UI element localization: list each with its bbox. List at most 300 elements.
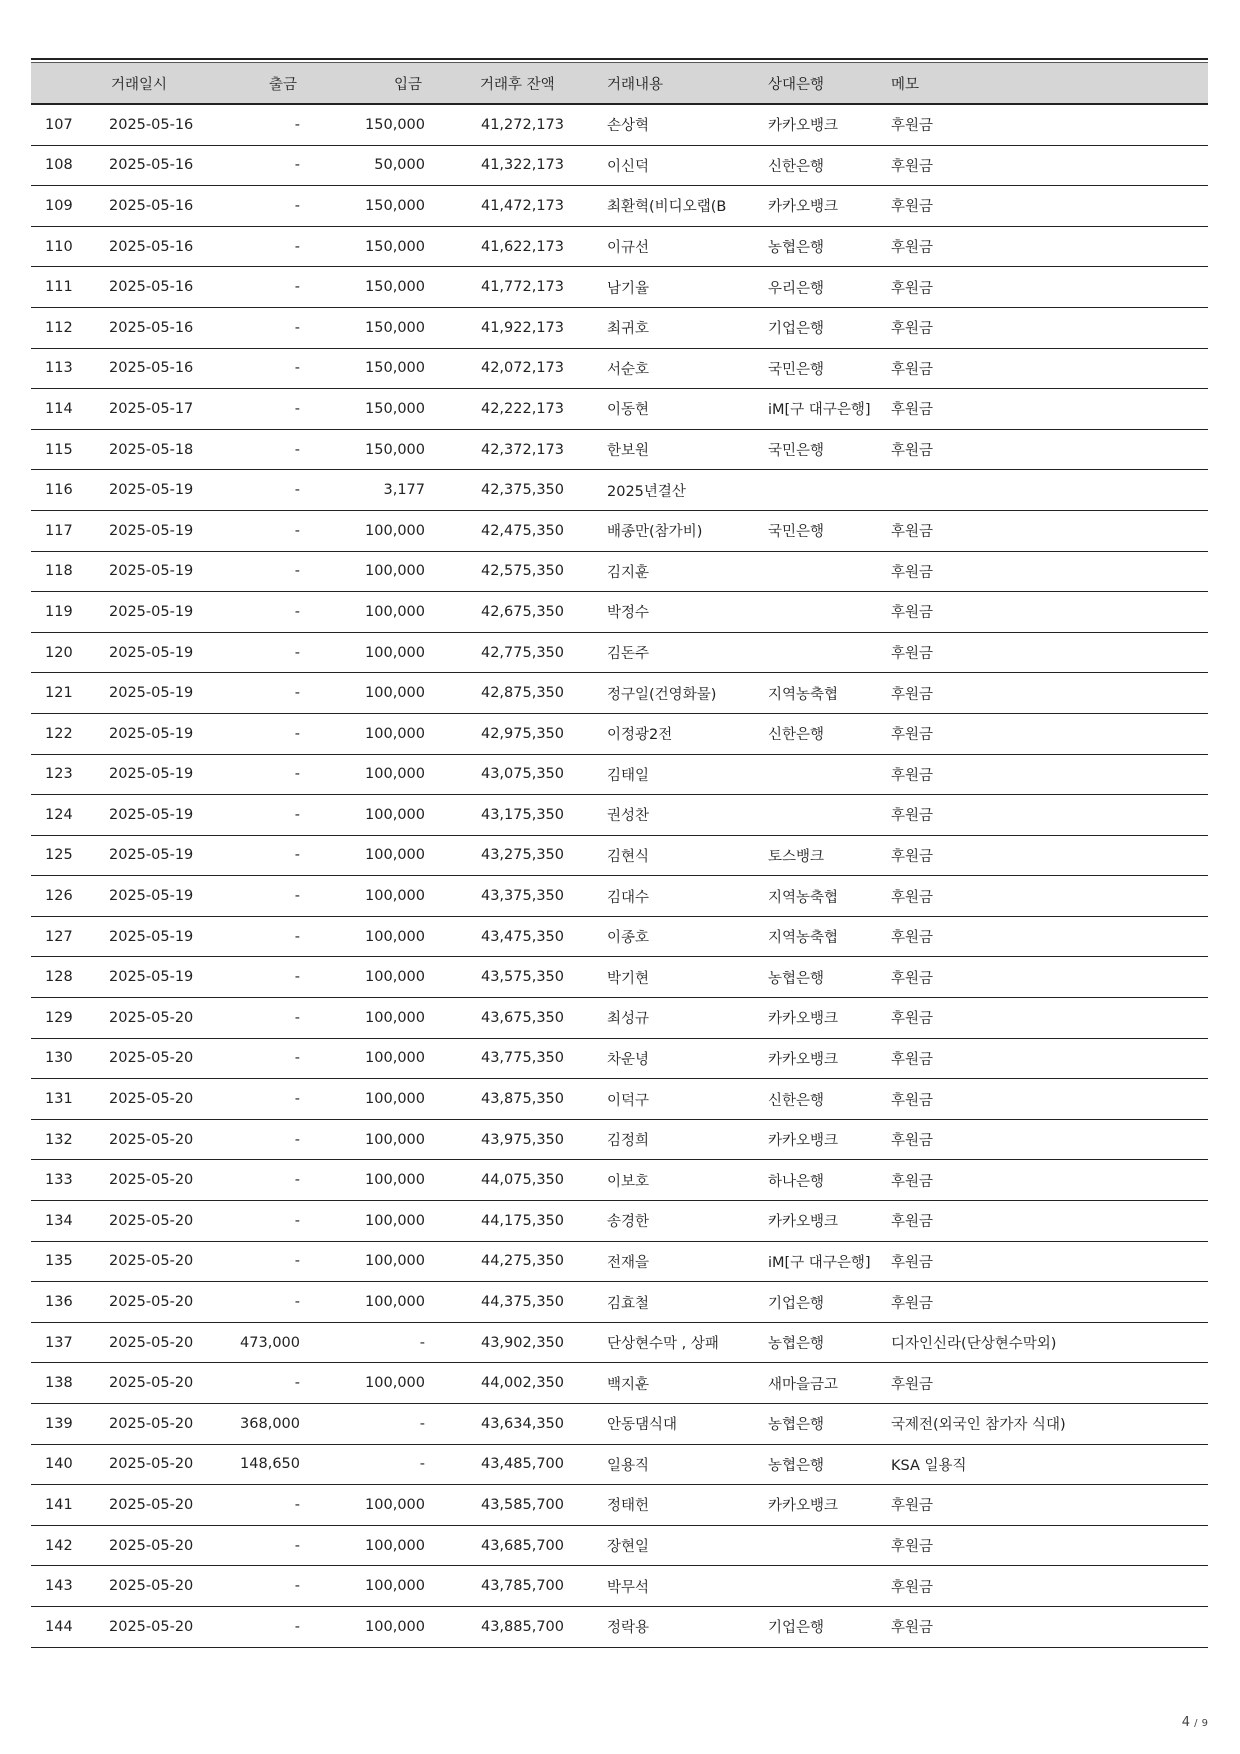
- cell-memo: 후원금: [885, 510, 1208, 551]
- cell-out: 368,000: [211, 1404, 305, 1445]
- cell-no: 132: [31, 1119, 101, 1160]
- table-row: [31, 673, 1208, 714]
- cell-in: 150,000: [305, 267, 430, 308]
- cell-no: 124: [31, 795, 101, 836]
- cell-out: -: [211, 145, 305, 186]
- table-row: [31, 1160, 1208, 1201]
- cell-description: 전재을: [570, 1241, 761, 1282]
- cell-memo: 후원금: [885, 998, 1208, 1039]
- table-row: [31, 267, 1208, 308]
- cell-in: 50,000: [305, 145, 430, 186]
- header-memo: 메모: [885, 63, 1208, 105]
- cell-out: -: [211, 876, 305, 917]
- cell-memo: 후원금: [885, 267, 1208, 308]
- cell-out: -: [211, 307, 305, 348]
- cell-bank: 카카오뱅크: [761, 1038, 885, 1079]
- cell-in: 100,000: [305, 1606, 430, 1647]
- cell-in: 100,000: [305, 1241, 430, 1282]
- cell-in: 100,000: [305, 1363, 430, 1404]
- cell-date: 2025-05-16: [101, 267, 211, 308]
- cell-balance: 43,902,350: [430, 1322, 570, 1363]
- cell-in: 100,000: [305, 876, 430, 917]
- cell-bank: 우리은행: [761, 267, 885, 308]
- cell-in: 100,000: [305, 632, 430, 673]
- cell-out: -: [211, 795, 305, 836]
- header-date: 거래일시: [101, 63, 211, 105]
- cell-in: -: [305, 1444, 430, 1485]
- cell-bank: [761, 1566, 885, 1607]
- transaction-sheet: [31, 58, 1208, 1648]
- cell-balance: 43,175,350: [430, 795, 570, 836]
- cell-bank: iM[구 대구은행]: [761, 389, 885, 430]
- cell-no: 141: [31, 1485, 101, 1526]
- cell-no: 120: [31, 632, 101, 673]
- table-row: [31, 1079, 1208, 1120]
- cell-date: 2025-05-19: [101, 713, 211, 754]
- cell-date: 2025-05-19: [101, 835, 211, 876]
- cell-balance: 43,575,350: [430, 957, 570, 998]
- cell-bank: 신한은행: [761, 145, 885, 186]
- cell-description: 김현식: [570, 835, 761, 876]
- cell-out: -: [211, 1241, 305, 1282]
- table-row: [31, 1322, 1208, 1363]
- cell-memo: 후원금: [885, 916, 1208, 957]
- cell-balance: 41,322,173: [430, 145, 570, 186]
- cell-memo: 후원금: [885, 673, 1208, 714]
- cell-date: 2025-05-20: [101, 1525, 211, 1566]
- cell-in: 150,000: [305, 226, 430, 267]
- cell-balance: 41,772,173: [430, 267, 570, 308]
- cell-no: 133: [31, 1160, 101, 1201]
- cell-bank: [761, 632, 885, 673]
- cell-date: 2025-05-19: [101, 510, 211, 551]
- table-row: [31, 1282, 1208, 1323]
- cell-memo: 후원금: [885, 226, 1208, 267]
- cell-no: 123: [31, 754, 101, 795]
- cell-out: -: [211, 1119, 305, 1160]
- cell-no: 118: [31, 551, 101, 592]
- cell-date: 2025-05-20: [101, 1404, 211, 1445]
- cell-description: 김정희: [570, 1119, 761, 1160]
- cell-balance: 42,575,350: [430, 551, 570, 592]
- cell-memo: 후원금: [885, 145, 1208, 186]
- cell-date: 2025-05-20: [101, 1282, 211, 1323]
- cell-memo: 후원금: [885, 1485, 1208, 1526]
- cell-date: 2025-05-20: [101, 1606, 211, 1647]
- cell-memo: 후원금: [885, 1566, 1208, 1607]
- cell-in: 100,000: [305, 998, 430, 1039]
- cell-balance: 43,785,700: [430, 1566, 570, 1607]
- cell-in: 100,000: [305, 592, 430, 633]
- cell-description: 2025년결산: [570, 470, 761, 511]
- table-row: [31, 470, 1208, 511]
- table-row: [31, 1566, 1208, 1607]
- cell-out: -: [211, 186, 305, 227]
- cell-description: 차운녕: [570, 1038, 761, 1079]
- cell-description: 정구일(건영화물): [570, 673, 761, 714]
- cell-bank: 농협은행: [761, 1444, 885, 1485]
- cell-out: -: [211, 916, 305, 957]
- table-row: [31, 795, 1208, 836]
- cell-description: 이동현: [570, 389, 761, 430]
- cell-out: -: [211, 1038, 305, 1079]
- header-out: 출금: [211, 63, 305, 105]
- cell-description: 최환혁(비디오랩(B: [570, 186, 761, 227]
- cell-no: 127: [31, 916, 101, 957]
- table-row: [31, 1038, 1208, 1079]
- cell-description: 박정수: [570, 592, 761, 633]
- table-row: [31, 1201, 1208, 1242]
- cell-out: -: [211, 348, 305, 389]
- cell-description: 김지훈: [570, 551, 761, 592]
- cell-out: -: [211, 551, 305, 592]
- cell-no: 140: [31, 1444, 101, 1485]
- cell-description: 이정광2전: [570, 713, 761, 754]
- cell-bank: [761, 1525, 885, 1566]
- cell-no: 110: [31, 226, 101, 267]
- cell-balance: 42,375,350: [430, 470, 570, 511]
- cell-memo: 후원금: [885, 754, 1208, 795]
- header-in: 입금: [305, 63, 430, 105]
- cell-out: -: [211, 389, 305, 430]
- cell-bank: 기업은행: [761, 1282, 885, 1323]
- cell-date: 2025-05-19: [101, 876, 211, 917]
- header-description: 거래내용: [570, 63, 761, 105]
- cell-memo: 후원금: [885, 1038, 1208, 1079]
- cell-memo: 후원금: [885, 713, 1208, 754]
- cell-no: 138: [31, 1363, 101, 1404]
- cell-balance: 42,675,350: [430, 592, 570, 633]
- cell-balance: 43,634,350: [430, 1404, 570, 1445]
- cell-balance: 43,675,350: [430, 998, 570, 1039]
- cell-balance: 43,975,350: [430, 1119, 570, 1160]
- cell-out: -: [211, 998, 305, 1039]
- table-row: [31, 592, 1208, 633]
- cell-no: 134: [31, 1201, 101, 1242]
- cell-no: 135: [31, 1241, 101, 1282]
- cell-description: 정태헌: [570, 1485, 761, 1526]
- cell-memo: 후원금: [885, 104, 1208, 145]
- table-body: [31, 104, 1208, 1647]
- cell-memo: 후원금: [885, 348, 1208, 389]
- cell-bank: 새마을금고: [761, 1363, 885, 1404]
- table-row: [31, 145, 1208, 186]
- cell-in: 100,000: [305, 1038, 430, 1079]
- cell-in: 100,000: [305, 1201, 430, 1242]
- cell-description: 김태일: [570, 754, 761, 795]
- cell-out: -: [211, 713, 305, 754]
- cell-memo: 후원금: [885, 1079, 1208, 1120]
- cell-out: -: [211, 957, 305, 998]
- cell-balance: 42,475,350: [430, 510, 570, 551]
- cell-balance: 43,275,350: [430, 835, 570, 876]
- cell-bank: [761, 592, 885, 633]
- cell-out: -: [211, 510, 305, 551]
- cell-date: 2025-05-20: [101, 998, 211, 1039]
- cell-no: 121: [31, 673, 101, 714]
- cell-no: 108: [31, 145, 101, 186]
- cell-no: 128: [31, 957, 101, 998]
- cell-no: 117: [31, 510, 101, 551]
- table-row: [31, 186, 1208, 227]
- cell-balance: 41,622,173: [430, 226, 570, 267]
- cell-balance: 43,875,350: [430, 1079, 570, 1120]
- cell-bank: 국민은행: [761, 348, 885, 389]
- cell-out: -: [211, 673, 305, 714]
- cell-in: 100,000: [305, 673, 430, 714]
- cell-balance: 44,175,350: [430, 1201, 570, 1242]
- cell-description: 남기율: [570, 267, 761, 308]
- cell-date: 2025-05-16: [101, 186, 211, 227]
- cell-description: 최귀호: [570, 307, 761, 348]
- cell-date: 2025-05-16: [101, 226, 211, 267]
- cell-bank: 토스뱅크: [761, 835, 885, 876]
- cell-description: 정락용: [570, 1606, 761, 1647]
- cell-date: 2025-05-20: [101, 1363, 211, 1404]
- cell-no: 131: [31, 1079, 101, 1120]
- cell-description: 단상현수막 , 상패: [570, 1322, 761, 1363]
- cell-out: 473,000: [211, 1322, 305, 1363]
- table-header: [31, 63, 1208, 105]
- table-row: [31, 998, 1208, 1039]
- table-row: [31, 307, 1208, 348]
- cell-bank: 농협은행: [761, 1404, 885, 1445]
- cell-date: 2025-05-20: [101, 1322, 211, 1363]
- cell-balance: 44,375,350: [430, 1282, 570, 1323]
- table-row: [31, 835, 1208, 876]
- cell-out: -: [211, 226, 305, 267]
- cell-no: 109: [31, 186, 101, 227]
- cell-description: 최성규: [570, 998, 761, 1039]
- cell-bank: 카카오뱅크: [761, 186, 885, 227]
- cell-date: 2025-05-16: [101, 307, 211, 348]
- cell-bank: iM[구 대구은행]: [761, 1241, 885, 1282]
- cell-balance: 44,002,350: [430, 1363, 570, 1404]
- cell-memo: 후원금: [885, 1282, 1208, 1323]
- cell-description: 김효철: [570, 1282, 761, 1323]
- cell-date: 2025-05-19: [101, 673, 211, 714]
- cell-in: 100,000: [305, 713, 430, 754]
- cell-in: 100,000: [305, 1119, 430, 1160]
- cell-memo: 후원금: [885, 1201, 1208, 1242]
- cell-no: 115: [31, 429, 101, 470]
- table-row: [31, 916, 1208, 957]
- cell-bank: 지역농축협: [761, 876, 885, 917]
- cell-in: 150,000: [305, 389, 430, 430]
- table-row: [31, 389, 1208, 430]
- cell-no: 107: [31, 104, 101, 145]
- cell-bank: 기업은행: [761, 307, 885, 348]
- cell-bank: 카카오뱅크: [761, 1201, 885, 1242]
- cell-bank: 국민은행: [761, 429, 885, 470]
- cell-memo: 후원금: [885, 632, 1208, 673]
- cell-no: 142: [31, 1525, 101, 1566]
- cell-in: 150,000: [305, 348, 430, 389]
- cell-bank: 농협은행: [761, 957, 885, 998]
- cell-date: 2025-05-20: [101, 1566, 211, 1607]
- cell-memo: 후원금: [885, 307, 1208, 348]
- cell-no: 126: [31, 876, 101, 917]
- page-current: 4: [1181, 1715, 1190, 1730]
- cell-description: 안동댐식대: [570, 1404, 761, 1445]
- cell-bank: 카카오뱅크: [761, 998, 885, 1039]
- cell-balance: 42,222,173: [430, 389, 570, 430]
- table-row: [31, 551, 1208, 592]
- cell-no: 137: [31, 1322, 101, 1363]
- cell-no: 116: [31, 470, 101, 511]
- cell-in: 100,000: [305, 510, 430, 551]
- cell-description: 이규선: [570, 226, 761, 267]
- table-row: [31, 104, 1208, 145]
- cell-in: 100,000: [305, 1525, 430, 1566]
- cell-balance: 41,472,173: [430, 186, 570, 227]
- cell-out: -: [211, 1201, 305, 1242]
- cell-bank: [761, 551, 885, 592]
- table-row: [31, 957, 1208, 998]
- table-row: [31, 429, 1208, 470]
- cell-no: 143: [31, 1566, 101, 1607]
- table-row: [31, 632, 1208, 673]
- cell-balance: 44,275,350: [430, 1241, 570, 1282]
- cell-balance: 43,475,350: [430, 916, 570, 957]
- table-row: [31, 1404, 1208, 1445]
- cell-out: -: [211, 1606, 305, 1647]
- header-row: [31, 63, 1208, 105]
- cell-memo: 후원금: [885, 1606, 1208, 1647]
- cell-date: 2025-05-19: [101, 470, 211, 511]
- table-row: [31, 226, 1208, 267]
- table-row: [31, 1606, 1208, 1647]
- cell-description: 배종만(참가비): [570, 510, 761, 551]
- cell-no: 125: [31, 835, 101, 876]
- cell-date: 2025-05-18: [101, 429, 211, 470]
- cell-out: -: [211, 1363, 305, 1404]
- cell-description: 박무석: [570, 1566, 761, 1607]
- cell-balance: 42,775,350: [430, 632, 570, 673]
- cell-memo: 후원금: [885, 1363, 1208, 1404]
- cell-out: -: [211, 267, 305, 308]
- cell-description: 서순호: [570, 348, 761, 389]
- cell-in: -: [305, 1322, 430, 1363]
- cell-memo: 후원금: [885, 1241, 1208, 1282]
- top-rule: [31, 58, 1208, 60]
- cell-out: -: [211, 1079, 305, 1120]
- cell-in: 100,000: [305, 1079, 430, 1120]
- cell-out: -: [211, 104, 305, 145]
- cell-bank: 하나은행: [761, 1160, 885, 1201]
- cell-description: 장현일: [570, 1525, 761, 1566]
- cell-date: 2025-05-19: [101, 632, 211, 673]
- cell-memo: 후원금: [885, 795, 1208, 836]
- table-row: [31, 1525, 1208, 1566]
- cell-description: 김대수: [570, 876, 761, 917]
- cell-out: -: [211, 754, 305, 795]
- cell-description: 이종호: [570, 916, 761, 957]
- cell-bank: 기업은행: [761, 1606, 885, 1647]
- cell-memo: [885, 470, 1208, 511]
- table-row: [31, 713, 1208, 754]
- cell-date: 2025-05-16: [101, 348, 211, 389]
- cell-date: 2025-05-20: [101, 1444, 211, 1485]
- cell-in: -: [305, 1404, 430, 1445]
- cell-in: 100,000: [305, 1282, 430, 1323]
- cell-description: 김돈주: [570, 632, 761, 673]
- cell-bank: 카카오뱅크: [761, 1485, 885, 1526]
- cell-memo: 후원금: [885, 429, 1208, 470]
- cell-description: 박기현: [570, 957, 761, 998]
- cell-memo: 후원금: [885, 957, 1208, 998]
- cell-bank: 농협은행: [761, 1322, 885, 1363]
- cell-bank: 신한은행: [761, 1079, 885, 1120]
- cell-in: 100,000: [305, 835, 430, 876]
- cell-description: 권성찬: [570, 795, 761, 836]
- cell-in: 100,000: [305, 1160, 430, 1201]
- cell-no: 144: [31, 1606, 101, 1647]
- cell-out: -: [211, 1485, 305, 1526]
- cell-in: 100,000: [305, 754, 430, 795]
- cell-out: -: [211, 835, 305, 876]
- cell-date: 2025-05-20: [101, 1485, 211, 1526]
- cell-memo: KSA 일용직: [885, 1444, 1208, 1485]
- cell-balance: 43,685,700: [430, 1525, 570, 1566]
- cell-memo: 후원금: [885, 1119, 1208, 1160]
- cell-date: 2025-05-20: [101, 1079, 211, 1120]
- cell-in: 150,000: [305, 186, 430, 227]
- cell-balance: 43,885,700: [430, 1606, 570, 1647]
- cell-memo: 후원금: [885, 551, 1208, 592]
- cell-date: 2025-05-16: [101, 145, 211, 186]
- cell-no: 129: [31, 998, 101, 1039]
- table-row: [31, 1241, 1208, 1282]
- cell-description: 손상혁: [570, 104, 761, 145]
- cell-out: -: [211, 1282, 305, 1323]
- cell-date: 2025-05-19: [101, 592, 211, 633]
- cell-balance: 43,375,350: [430, 876, 570, 917]
- cell-bank: 카카오뱅크: [761, 1119, 885, 1160]
- cell-memo: 후원금: [885, 186, 1208, 227]
- cell-memo: 후원금: [885, 389, 1208, 430]
- cell-in: 150,000: [305, 104, 430, 145]
- cell-date: 2025-05-20: [101, 1119, 211, 1160]
- cell-bank: 국민은행: [761, 510, 885, 551]
- cell-balance: 42,975,350: [430, 713, 570, 754]
- cell-bank: 지역농축협: [761, 916, 885, 957]
- table-row: [31, 754, 1208, 795]
- cell-balance: 41,272,173: [430, 104, 570, 145]
- cell-balance: 42,875,350: [430, 673, 570, 714]
- cell-date: 2025-05-20: [101, 1201, 211, 1242]
- page-separator: /: [1194, 1718, 1198, 1729]
- cell-balance: 43,585,700: [430, 1485, 570, 1526]
- cell-in: 100,000: [305, 916, 430, 957]
- cell-bank: [761, 754, 885, 795]
- cell-date: 2025-05-20: [101, 1160, 211, 1201]
- transaction-table: [31, 62, 1208, 1648]
- cell-bank: 카카오뱅크: [761, 104, 885, 145]
- cell-date: 2025-05-17: [101, 389, 211, 430]
- cell-balance: 43,775,350: [430, 1038, 570, 1079]
- cell-no: 136: [31, 1282, 101, 1323]
- cell-in: 100,000: [305, 795, 430, 836]
- cell-balance: 43,075,350: [430, 754, 570, 795]
- cell-out: -: [211, 592, 305, 633]
- cell-no: 113: [31, 348, 101, 389]
- cell-memo: 후원금: [885, 592, 1208, 633]
- cell-in: 100,000: [305, 551, 430, 592]
- cell-out: -: [211, 1566, 305, 1607]
- cell-memo: 후원금: [885, 835, 1208, 876]
- cell-no: 130: [31, 1038, 101, 1079]
